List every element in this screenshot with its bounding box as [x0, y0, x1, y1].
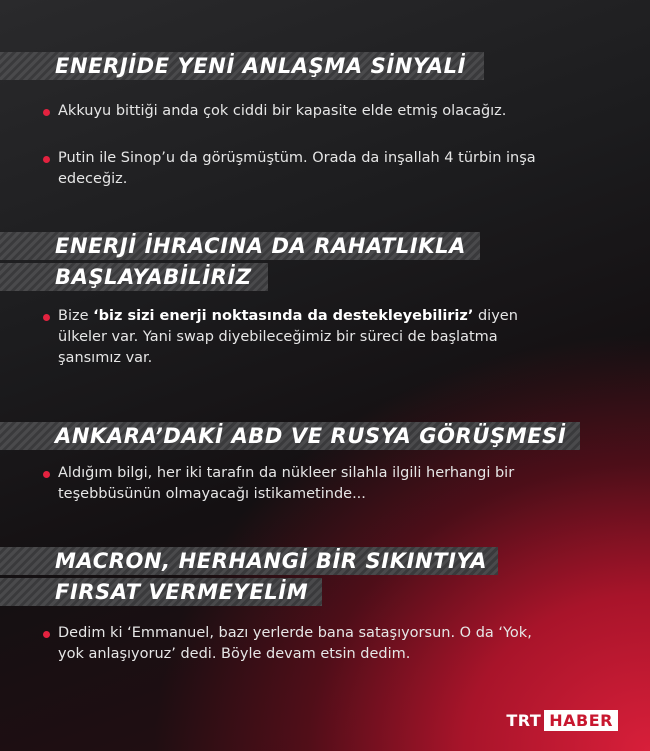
bullet-text: Akkuyu bittiği anda çok ciddi bir kapasite elde etmiş olacağız.: [58, 103, 507, 119]
heading-text: FIRSAT VERMEYELİM: [55, 580, 309, 604]
section-heading: [0, 230, 650, 260]
bullet-dot-icon: [43, 631, 50, 638]
logo-haber-text: HABER: [544, 710, 618, 731]
section-heading: [0, 420, 650, 450]
section-energy-deal: [0, 50, 650, 190]
section-ankara-meeting: [0, 420, 650, 505]
bullet-item: [0, 101, 650, 122]
heading-text: ENERJİ İHRACINA DA RAHATLIKLA: [55, 234, 466, 258]
heading-text: MACRON, HERHANGİ BİR SIKINTIYA: [55, 549, 488, 573]
bullet-text-intro: Bize: [58, 308, 94, 324]
section-macron: [0, 545, 650, 665]
bullet-item: [0, 148, 650, 190]
bullet-dot-icon: [43, 314, 50, 321]
heading-text: BAŞLAYABİLİRİZ: [55, 265, 252, 289]
bullet-text: Dedim ki ‘Emmanuel, bazı yerlerde bana sataşıyorsun. O da ‘Yok, yok anlaşıyoruz’ dedi. Böyle devam etsin dedim.: [58, 625, 532, 662]
section-heading-line-2: [0, 576, 650, 606]
bullet-text-quote: ‘biz sizi enerji noktasında da destekleyebiliriz’: [93, 308, 474, 324]
section-heading: [0, 50, 650, 80]
trt-haber-logo: [506, 709, 618, 731]
bullet-text: Aldığım bilgi, her iki tarafın da nükleer silahla ilgili herhangi bir teşebbüsünün olmayacağı istikametinde...: [58, 465, 515, 502]
bullet-item: [0, 306, 650, 369]
bullet-dot-icon: [43, 156, 50, 163]
heading-text: ENERJİDE YENİ ANLAŞMA SİNYALİ: [55, 54, 467, 78]
bullet-dot-icon: [43, 471, 50, 478]
bullet-dot-icon: [43, 109, 50, 116]
logo-trt-text: TRT: [506, 710, 542, 730]
bullet-item: [0, 463, 650, 505]
bullet-item: [0, 623, 650, 665]
section-heading-line-2: [0, 261, 650, 291]
bullet-text: Putin ile Sinop’u da görüşmüştüm. Orada da inşallah 4 türbin inşa edeceğiz.: [58, 150, 536, 187]
section-energy-export: [0, 230, 650, 369]
bullet-text-rest: diyen ülkeler var. Yani swap diyebileceğimiz bir süreci de başlatma şansımız var.: [58, 308, 518, 366]
section-heading: [0, 545, 650, 575]
heading-text: ANKARA’DAKİ ABD VE RUSYA GÖRÜŞMESİ: [55, 424, 567, 448]
